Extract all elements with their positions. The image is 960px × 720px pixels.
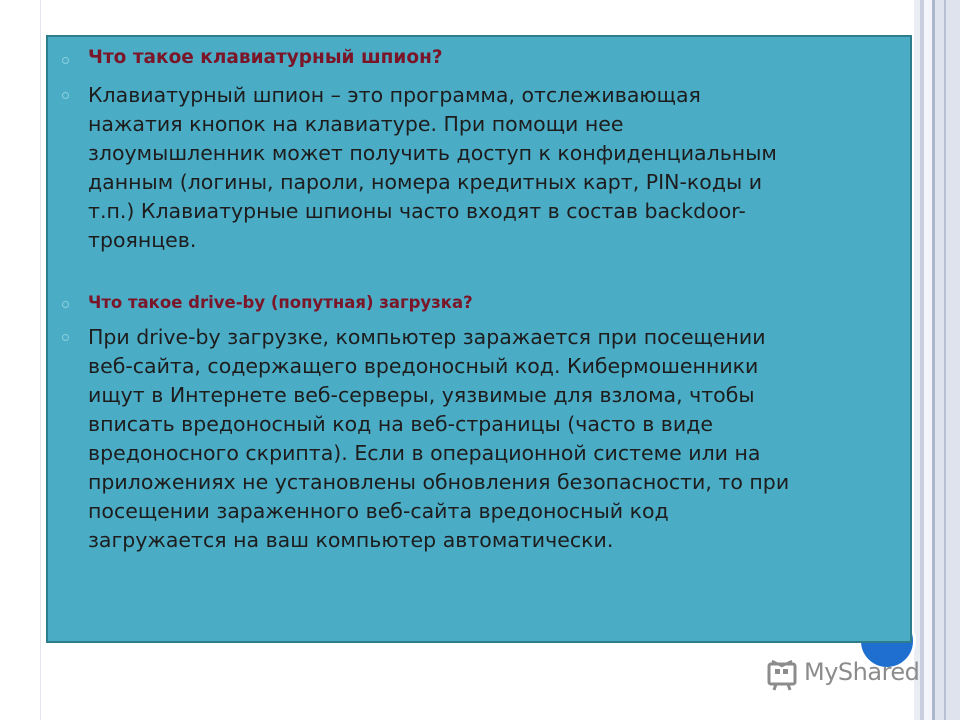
bullet-icon bbox=[62, 57, 69, 64]
paragraph-line: веб-сайта, содержащего вредоносный код. Кибермошенники bbox=[88, 354, 759, 378]
myshared-logo-icon bbox=[766, 658, 800, 692]
paragraph-line: загружается на ваш компьютер автоматически. bbox=[88, 528, 614, 552]
watermark-text: MyShared bbox=[804, 658, 920, 686]
paragraph-line: нажатия кнопок на клавиатуре. При помощи нее bbox=[88, 112, 624, 136]
question-heading-keylogger: Что такое клавиатурный шпион? bbox=[88, 47, 443, 68]
bullet-icon bbox=[62, 301, 69, 308]
paragraph-line: данным (логины, пароли, номера кредитных карт, PIN-коды и bbox=[88, 170, 763, 194]
slide-margin-line bbox=[40, 0, 41, 720]
answer-paragraph-keylogger bbox=[88, 81, 777, 255]
paragraph-line: приложениях не установлены обновления безопасности, то при bbox=[88, 470, 790, 494]
bullet-icon bbox=[62, 334, 69, 341]
paragraph-line: Клавиатурный шпион – это программа, отслеживающая bbox=[88, 83, 701, 107]
question-heading-drive-by: Что такое drive-by (попутная) загрузка? bbox=[88, 293, 473, 312]
content-box bbox=[46, 35, 912, 643]
paragraph-line: троянцев. bbox=[88, 228, 197, 252]
decorative-stripes bbox=[914, 0, 960, 720]
paragraph-line: злоумышленник может получить доступ к конфиденциальным bbox=[88, 141, 777, 165]
paragraph-line: т.п.) Клавиатурные шпионы часто входят в состав backdoor- bbox=[88, 199, 746, 223]
paragraph-line: вписать вредоносный код на веб-страницы (часто в виде bbox=[88, 412, 713, 436]
paragraph-line: посещении зараженного веб-сайта вредоносный код bbox=[88, 499, 669, 523]
bullet-icon bbox=[62, 92, 69, 99]
paragraph-line: При drive-by загрузке, компьютер заражается при посещении bbox=[88, 325, 766, 349]
paragraph-line: вредоносного скрипта). Если в операционной системе или на bbox=[88, 441, 761, 465]
paragraph-line: ищут в Интернете веб-серверы, уязвимые для взлома, чтобы bbox=[88, 383, 755, 407]
myshared-watermark[interactable] bbox=[766, 656, 926, 696]
answer-paragraph-drive-by bbox=[88, 323, 789, 555]
